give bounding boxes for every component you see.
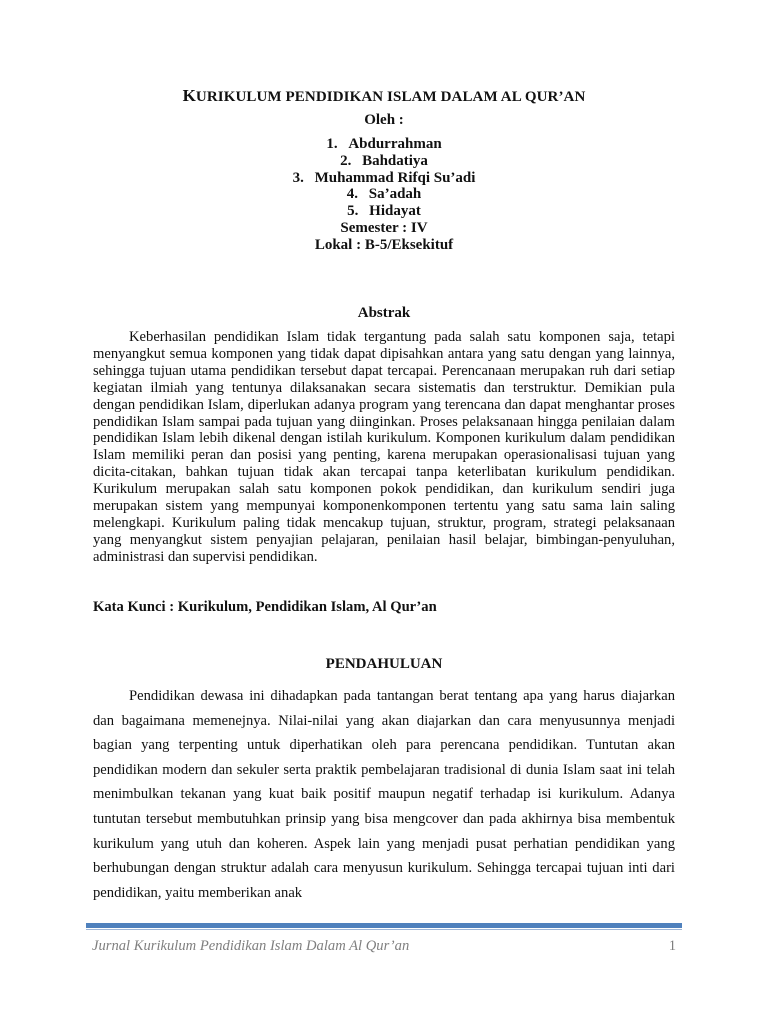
title-rest: URIKULUM PENDIDIKAN ISLAM DALAM AL QUR’AN — [195, 89, 586, 105]
author-name: Hidayat — [369, 203, 421, 220]
introduction-text: Pendidikan dewasa ini dihadapkan pada tantangan berat tentang apa yang harus diajarkan dan bagaimana memenejnya. Nilai-nilai yang akan diajarkan dan cara menyusunnya menjadi bagian yang terpenting untuk diperhatikan oleh para perencana pendidikan. Tuntutan akan pendidikan modern dan sekuler serta praktik pembelajaran tradisional di dunia Islam saat ini telah menimbulkan tekanan yang kuat baik positif maupun negatif terhadap isi kurikulum. Adanya tuntutan tersebut membutuhkan prinsip yang bisa mengcover dan pada akhirnya bisa membentuk kurikulum yang utuh dan koheren. Aspek lain yang menjadi pusat perhatian pendidikan yang berhubungan dengan struktur adalah cara menyusun kurikulum. Sehingga tercapai tujuan inti dari pendidikan, yaitu memberikan anak — [93, 688, 675, 901]
author-number: 2. — [340, 152, 352, 169]
author-item — [86, 136, 682, 153]
lokal-label: Lokal : B-5/Eksekituf — [314, 236, 454, 253]
author-item — [86, 186, 682, 203]
author-list — [86, 136, 682, 220]
author-item — [86, 153, 682, 170]
footer-divider-thin — [86, 929, 682, 930]
keywords: Kata Kunci : Kurikulum, Pendidikan Islam, Al Qur’an — [93, 599, 437, 615]
footer-divider — [86, 923, 682, 928]
author-number: 3. — [292, 169, 304, 186]
by-label: Oleh : — [364, 112, 404, 128]
footer-journal-title: Jurnal Kurikulum Pendidikan Islam Dalam Al Qur’an — [92, 938, 410, 954]
author-name: Bahdatiya — [362, 152, 428, 169]
author-item — [86, 203, 682, 220]
page-number: 1 — [668, 938, 676, 954]
title-initial: K — [182, 86, 196, 105]
author-name: Abdurrahman — [348, 136, 442, 152]
author-number: 1. — [326, 136, 338, 152]
author-name: Muhammad Rifqi Su’adi — [314, 169, 476, 186]
abstract-heading: Abstrak — [357, 305, 411, 321]
author-name: Sa’adah — [368, 186, 422, 203]
author-item — [86, 170, 682, 187]
class-info — [86, 220, 682, 254]
abstract-text: Keberhasilan pendidikan Islam tidak tergantung pada salah satu komponen saja, tetapi menyangkut semua komponen yang tidak dapat dipisahkan antara yang satu dengan yang lainnya, sehingga tujuan utama pendidikan tersebut dapat tercapai. Perencanaan merupakan ruh dari setiap kegiatan ilmiah yang tentunya dilaksanakan secara sistematis dan terstruktur. Demikian pula dengan pendidikan Islam, diperlukan adanya program yang terencana dan dapat menghantar proses pendidikan Islam sampai pada tujuan yang diinginkan. Proses pelaksanaan hingga penilaian dalam pendidikan Islam lebih dikenal dengan istilah kurikulum. Komponen kurikulum dalam pendidikan Islam memiliki peran dan posisi yang penting, karena merupakan operasionalisasi tujuan yang dicita-citakan, bahkan tujuan tidak akan tercapai tanpa keterlibatan kurikulum pendidikan. Kurikulum merupakan salah satu komponen pokok pendidikan, dan kurikulum sendiri juga merupakan sistem yang mempunyai komponenkomponen tertentu yang satu sama lain saling melengkapi. Kurikulum paling tidak mencakup tujuan, struktur, program, strategi pelaksanaan yang menyangkut sistem penyajian pelajaran, penilaian hasil belajar, bimbingan-penyuluhan, administrasi dan supervisi pendidikan. — [93, 329, 675, 565]
semester-label: Semester : IV — [340, 220, 428, 236]
section-heading-introduction: PENDAHULUAN — [325, 656, 443, 672]
paper-title — [86, 86, 682, 106]
author-number: 5. — [347, 203, 359, 220]
author-number: 4. — [346, 186, 358, 203]
